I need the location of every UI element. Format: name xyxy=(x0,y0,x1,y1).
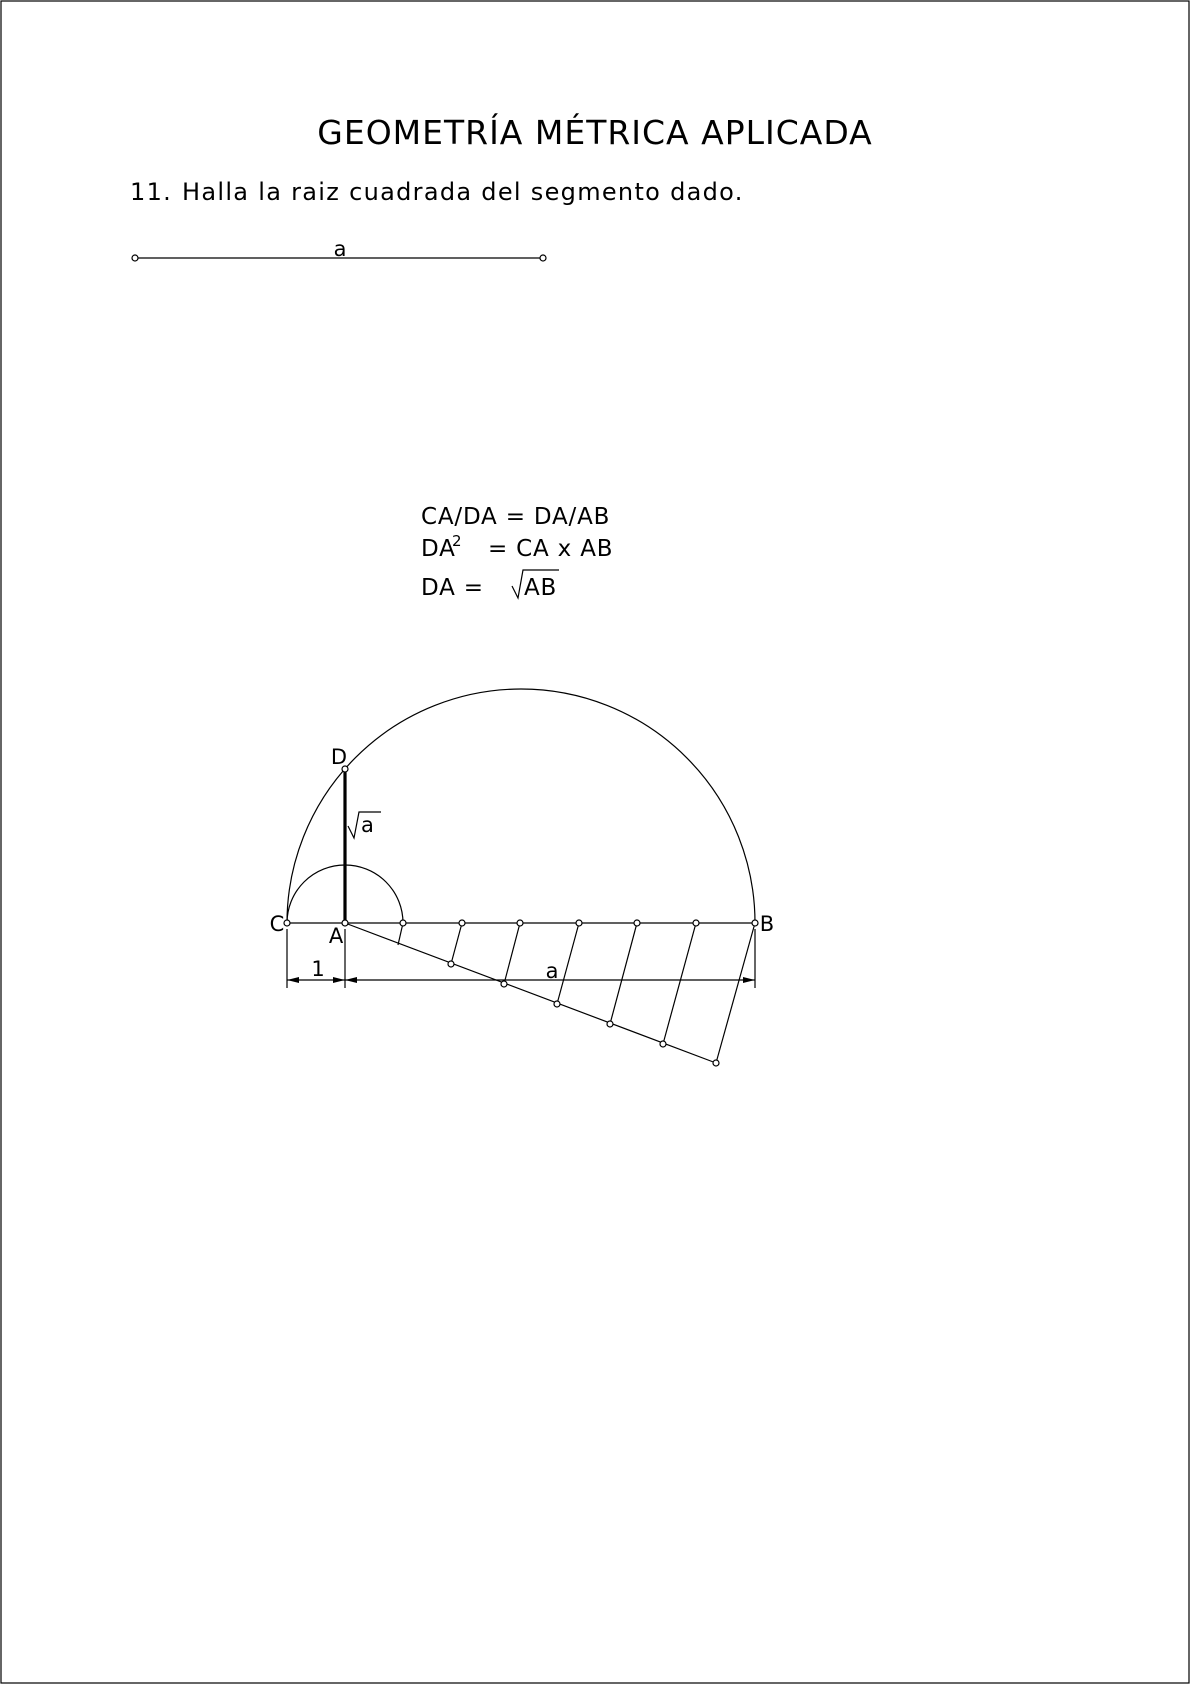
point-b xyxy=(752,920,758,926)
unit-dimension-label: 1 xyxy=(311,957,325,981)
arrow-head xyxy=(345,977,357,983)
given-segment-endpoint-left xyxy=(132,255,138,261)
equation-root-radicand: AB xyxy=(524,575,558,601)
exercise-statement: Halla la raiz cuadrada del segmento dado. xyxy=(182,178,744,206)
label-point-d: D xyxy=(330,745,348,769)
given-segment-endpoint-right xyxy=(540,255,546,261)
equation-square-right: = CA x AB xyxy=(488,536,614,562)
equation-root-left: DA = xyxy=(421,575,484,601)
point-c xyxy=(284,920,290,926)
construction-diagram xyxy=(270,689,775,1066)
arrow-head xyxy=(333,977,345,983)
given-segment xyxy=(132,237,546,261)
sheet-border xyxy=(1,1,1189,1683)
equation-proportion: CA/DA = DA/AB xyxy=(421,504,611,530)
label-point-c: C xyxy=(269,912,285,936)
segment-dimension-label: a xyxy=(545,959,559,983)
large-semicircle xyxy=(287,689,755,923)
label-point-b: B xyxy=(759,912,775,936)
page-title: GEOMETRÍA MÉTRICA APLICADA xyxy=(317,113,873,152)
equation-square-left: DA xyxy=(421,536,456,562)
arrow-head xyxy=(743,977,755,983)
baseline-points xyxy=(284,766,758,926)
label-point-a: A xyxy=(328,924,344,948)
parallel-division-lines xyxy=(398,923,755,1063)
equations-block xyxy=(421,504,613,601)
equation-square-exponent: 2 xyxy=(452,532,462,550)
arrow-head xyxy=(287,977,299,983)
dimension-lines xyxy=(287,929,755,988)
given-segment-label: a xyxy=(333,237,347,261)
result-radicand-label: a xyxy=(361,813,374,837)
exercise-number: 11. xyxy=(130,178,173,206)
